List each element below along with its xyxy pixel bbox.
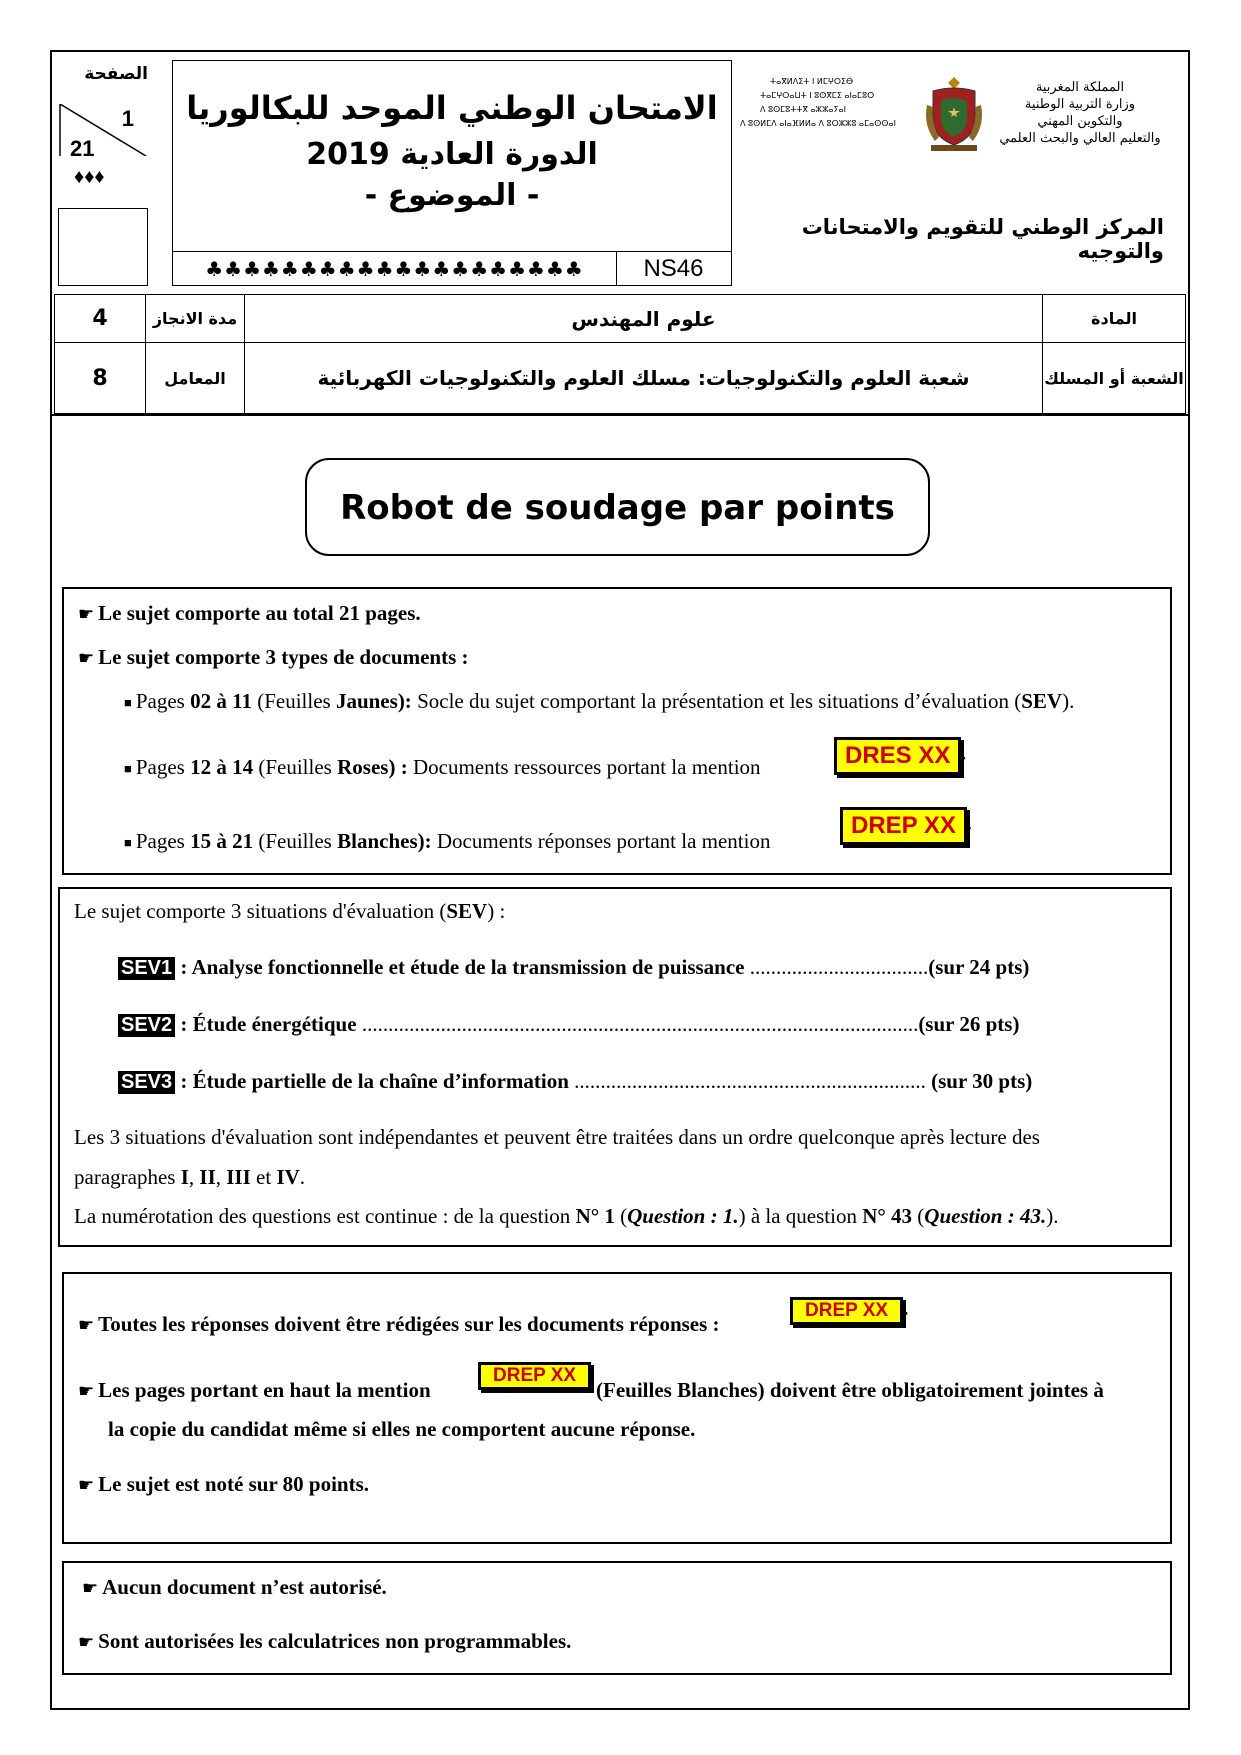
sev1-line: SEV1 : Analyse fonctionnelle et étude de la transmission de puissance ..................................(sur 24 pts) (118, 955, 1029, 980)
independence-paragraph-1: Les 3 situations d'évaluation sont indépendantes et peuvent être traitées dans un ordre quelconque après lecture des (74, 1125, 1040, 1149)
drep-tag-answers: DREP XX . (790, 1296, 908, 1325)
duration-label: مدة الانجاز (146, 295, 245, 343)
duration-value: 4 (55, 295, 146, 343)
pointing-hand-icon: ☛ (78, 604, 95, 625)
drep-tag-pages: DREP XX (478, 1362, 591, 1390)
ministry-name: المملكة المغربية وزارة التربية الوطنية والتكوين المهني والتعليم العالي والبحث العلمي (999, 80, 1161, 146)
square-bullet-icon: ■ (124, 695, 132, 711)
allowed-items-box (62, 1561, 1172, 1675)
ministry-block (740, 75, 1175, 165)
exam-title-line1: الامتحان الوطني الموحد للبكالوريا (186, 89, 718, 127)
dres-tag: DRES XX . (834, 737, 967, 775)
evaluation-situations-box (58, 887, 1172, 1247)
points-line: ☛ Le sujet est noté sur 80 points. (78, 1472, 370, 1496)
track-label: الشعبة أو المسلك (1043, 343, 1186, 414)
answers-line: ☛ Toutes les réponses doivent être rédigées sur les documents réponses : (78, 1312, 720, 1336)
white-sheets-line: (Feuilles Blanches) doivent être obligatoirement jointes à (596, 1378, 1104, 1402)
sev2-badge: SEV2 (118, 1014, 175, 1037)
answer-instructions-box (62, 1272, 1172, 1544)
separator-line (50, 414, 1190, 416)
calculators-line: ☛ Sont autorisées les calculatrices non programmables. (78, 1629, 572, 1653)
candidate-copy-line: la copie du candidat même si elles ne comportent aucune réponse. (108, 1417, 696, 1441)
no-document-line: ☛ Aucun document n’est autorisé. (82, 1575, 387, 1599)
numbering-paragraph: La numérotation des questions est continue : de la question N° 1 (Question : 1.) à la question N° 43 (Question : 43.). (74, 1204, 1059, 1228)
sev3-line: SEV3 : Étude partielle de la chaîne d’information ................................................................... (sur 30 pts) (118, 1069, 1032, 1094)
info-table (54, 294, 1186, 414)
code-row (172, 252, 732, 286)
document-title: Robot de soudage par points (305, 458, 930, 556)
pages-mention-line: ☛ Les pages portant en haut la mention (78, 1378, 431, 1402)
track-value: شعبة العلوم والتكنولوجيات: مسلك العلوم والتكنولوجيات الكهربائية (245, 343, 1043, 414)
diamonds: ♦♦♦ (74, 166, 105, 188)
doc-types-line: ☛ Le sujet comporte 3 types de documents : (78, 645, 469, 669)
stars-line: ♣♣♣♣♣♣♣♣♣♣♣♣♣♣♣♣♣♣♣♣ (173, 252, 617, 286)
sev3-badge: SEV3 (118, 1071, 175, 1094)
bullet-white-pages: ■ Pages 15 à 21 (Feuilles Blanches): Documents réponses portant la mention (124, 829, 771, 853)
drep-tag: DREP XX . (840, 807, 972, 845)
exam-title-box (172, 60, 732, 252)
coef-value: 8 (55, 343, 146, 414)
bullet-yellow-pages: ■ Pages 02 à 11 (Feuilles Jaunes): Socle du sujet comportant la présentation et les situations d’évaluation (SEV). (124, 689, 1075, 713)
sev1-badge: SEV1 (118, 957, 175, 980)
pointing-hand-icon: ☛ (78, 648, 95, 669)
pointing-hand-icon: ☛ (82, 1578, 99, 1599)
coat-of-arms-icon (923, 75, 985, 153)
page-number: 1 (121, 106, 134, 131)
total-pages-line: ☛ Le sujet comporte au total 21 pages. (78, 601, 421, 625)
tifinagh-text: ⵜⴰⴳⵍⴷⵉⵜ ⵏ ⵍⵎⵖⵔⵉⴱ ⵜⴰⵎⵖⵔⴰⵡⵜ ⵏ ⵓⵙⴳⵎⵉ ⴰⵏⴰⵎⵓⵔ ⴷ ⵓⵙⵎⵓⵜⵜⴳ ⴰⵣⵣⴰⵢⴰⵏ ⴷ ⵓⵙⵍⵎⴷ ⴰⵏⴰⴼⵍⵍⴰ ⴷ ⵓⵔⵣⵣⵓ ⴰⵎⴰⵙⵙⴰⵏ (740, 77, 896, 128)
subject-label: المادة (1043, 295, 1186, 343)
exam-code: NS46 (643, 255, 704, 282)
independence-paragraph-2: paragraphes I, II, III et IV. (74, 1165, 306, 1189)
square-bullet-icon: ■ (124, 761, 132, 777)
coef-label: المعامل (146, 343, 245, 414)
sev-intro: Le sujet comporte 3 situations d'évaluation (SEV) : (74, 899, 506, 923)
pointing-hand-icon: ☛ (78, 1315, 95, 1336)
square-bullet-icon: ■ (124, 835, 132, 851)
exam-title-line2: الدورة العادية 2019 (306, 137, 598, 172)
sev2-line: SEV2 : Étude énergétique ..........................................................................................................(sur 26 pts) (118, 1012, 1019, 1037)
pointing-hand-icon: ☛ (78, 1381, 95, 1402)
page-total: 21 (70, 136, 95, 161)
subject-value: علوم المهندس (245, 295, 1043, 343)
exam-title-line3: - الموضوع - (364, 178, 540, 213)
pointing-hand-icon: ☛ (78, 1475, 95, 1496)
page-number-box (58, 60, 148, 190)
instructions-box-documents (62, 587, 1172, 875)
page-label: الصفحة (84, 64, 148, 84)
blank-square (58, 208, 148, 286)
bullet-pink-pages: ■ Pages 12 à 14 (Feuilles Roses) : Documents ressources portant la mention (124, 755, 761, 779)
center-name: المركز الوطني للتقويم والامتحانات والتوجيه (801, 215, 1164, 263)
pointing-hand-icon: ☛ (78, 1632, 95, 1653)
